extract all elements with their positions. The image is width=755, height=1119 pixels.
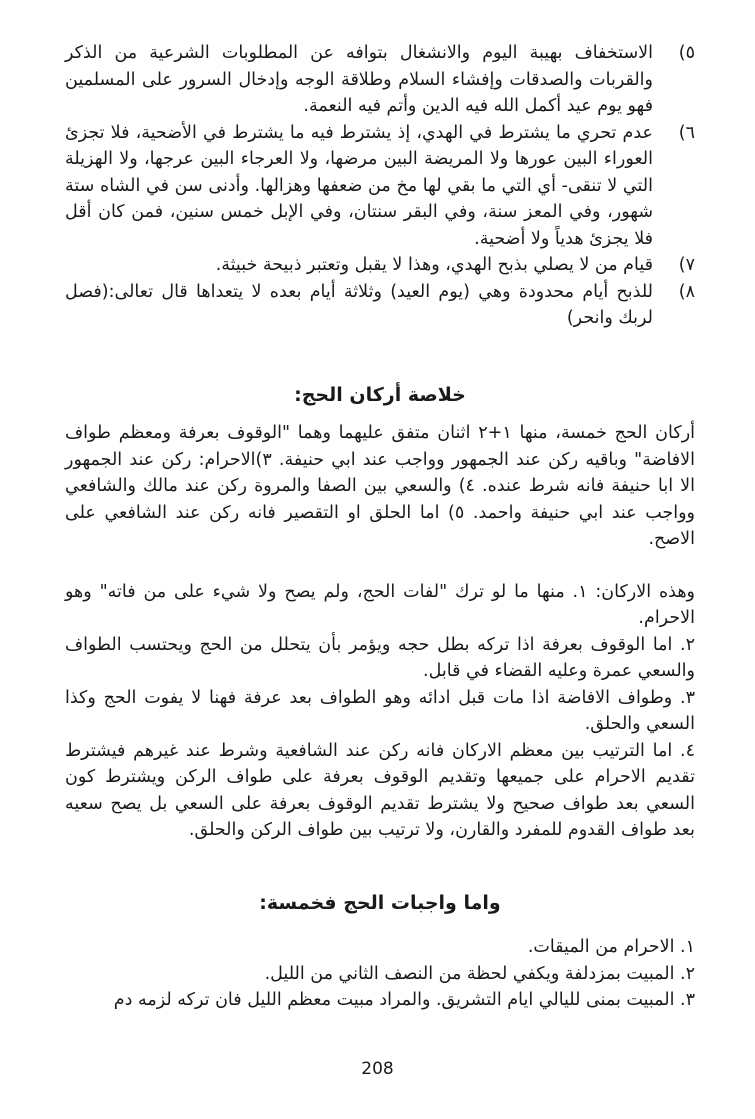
pillars-intro: وهذه الاركان: ١. منها ما لو ترك "لفات الحج، ولم يصح ولا شيء على من فاته" وهو الاحرام. [65, 581, 695, 628]
item-text: الاستخفاف بهيبة اليوم والانشغال بتوافه عن المطلوبات الشرعية من الذكر والقربات والصدقات وإفشاء السلام وطلاقة الوجه وإدخال السرور على المسلمين فهو يوم عيد أكمل الله فيه الدين وأتم فيه النعمة. [65, 43, 653, 116]
item-number: ٦) [678, 122, 695, 143]
section-heading-pillars: خلاصة أركان الحج: [294, 383, 466, 406]
item-number: ٧) [678, 255, 695, 275]
spacer [65, 553, 695, 579]
list-item [65, 40, 695, 120]
item-text: قيام من لا يصلي بذبح الهدي، وهذا لا يقبل وتعتبر ذبيحة خبيثة. [215, 255, 653, 275]
list-item: ١. الاحرام من الميقات. [527, 937, 695, 957]
item-number: ٨) [678, 281, 695, 302]
page-body [65, 40, 695, 1014]
list-item: ٢. المبيت بمزدلفة ويكفي لحظة من النصف الثاني من الليل. [264, 963, 695, 984]
obligations-list [65, 934, 695, 1014]
numbered-list [65, 40, 695, 332]
list-item: ٤. اما الترتيب بين معظم الاركان فانه ركن عند الشافعية وشرط عند غيرهم فيشترط تقديم الاحرام على جميعها وتقديم الوقوف بعرفة على طواف الركن ويشترط كون السعي بعد طواف صحيح ولا يشترط تقديم الوقوف بعرفة على السعي بل يصح سعيه بعد طواف القدوم للمفرد والقارن، ولا ترتيب بين طواف الركن والحلق. [65, 740, 695, 840]
pillars-list [65, 579, 695, 844]
item-text: عدم تحري ما يشترط في الهدي، إذ يشترط فيه ما يشترط في الأضحية، فلا تجزئ العوراء البين عورها ولا المريضة البين مرضها، ولا العرجاء البين عرجها، ولا الهزيلة التي لا تنقى- أي التي ما بقي لها مخ من ضعفها وهزالها. وأدنى سن في الشاه ستة شهور، وفي المعز سنة، وفي البقر سنتان، وفي الإبل خمس سنين، فمن كان أقل فلا يجزئ هدياً ولا أضحية. [65, 122, 653, 249]
item-text: للذبح أيام محدودة وهي (يوم العيد) وثلاثة أيام بعده لا يتعداها قال تعالى:(فصل لربك وانحر) [65, 281, 653, 328]
list-item: ٢. اما الوقوف بعرفة اذا تركه بطل حجه ويؤمر بأن يتحلل من الحج ويحتسب الطواف والسعي عمرة وعليه القضاء في قابل. [65, 634, 695, 681]
list-item: ٣. وطواف الافاضة اذا مات قبل ادائه وهو الطواف بعد عرفة فهنا لا يفوت الحج وكذا السعي والحلق. [65, 687, 695, 734]
pillars-paragraph: أركان الحج خمسة، منها ١+٢ اثنان متفق عليهما وهما "الوقوف بعرفة ومعظم طواف الافاضة" وباقيه ركن عند الجمهور وواجب عند ابي حنيفة. ٣)الاحرام: ركن عند الجمهور الا ابا حنيفة فانه شرط عنده. ٤) والسعي بين الصفا والمروة ركن عند مالك والشافعي وواجب عند ابي حنيفة واحمد. ٥) اما الحلق او التقصير فانه ركن عند الشافعي على الاصح. [65, 423, 696, 549]
list-item [65, 252, 695, 279]
list-item [65, 120, 695, 253]
item-number: ٥) [678, 43, 695, 63]
list-item [65, 279, 695, 332]
page-number: 208 [361, 1059, 394, 1079]
list-item: ٣. المبيت بمنى لليالي ايام التشريق. والمراد مبيت معظم الليل فان تركه لزمه دم [113, 990, 695, 1010]
section-heading-obligations: واما واجبات الحج فخمسة: [259, 891, 501, 914]
